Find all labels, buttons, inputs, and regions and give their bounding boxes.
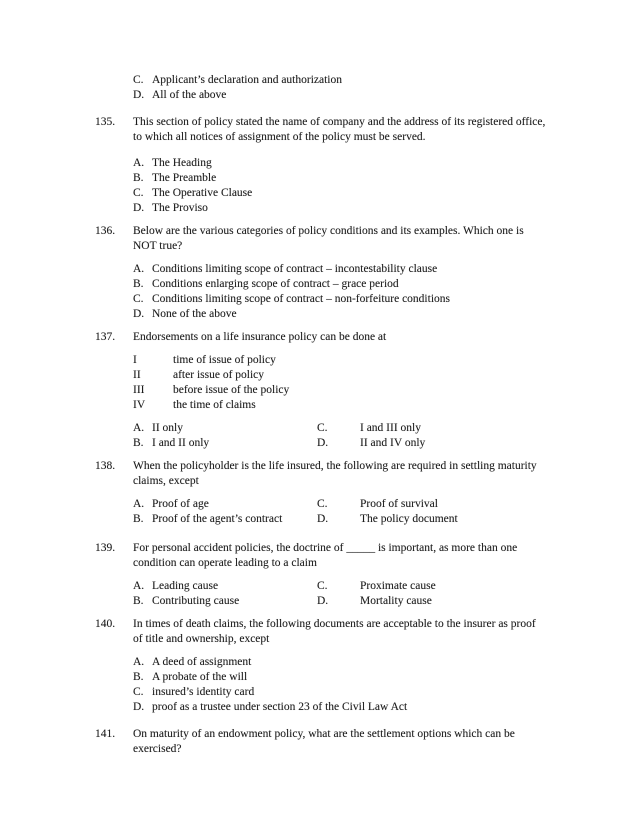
question-text-line: condition can operate leading to a claim xyxy=(133,557,317,569)
option-list xyxy=(133,655,608,715)
option-text: I and II only xyxy=(152,437,210,449)
option-line-left xyxy=(133,594,317,609)
option-letter: D. xyxy=(317,513,329,525)
option-line xyxy=(133,670,608,685)
option-text: Proximate cause xyxy=(360,580,436,592)
option-text: I and III only xyxy=(360,422,421,434)
option-letter: C. xyxy=(317,422,328,434)
option-text: insured’s identity card xyxy=(152,686,255,698)
roman-item-text: the time of claims xyxy=(173,399,256,411)
option-letter: D. xyxy=(133,202,145,214)
option-line-left xyxy=(133,421,317,436)
roman-numeral: II xyxy=(133,369,141,381)
option-text: Conditions enlarging scope of contract – grace period xyxy=(152,278,399,290)
option-line xyxy=(133,307,608,322)
option-line-left xyxy=(133,497,317,512)
roman-list xyxy=(133,353,608,413)
roman-item xyxy=(133,353,608,368)
roman-item xyxy=(133,398,608,413)
option-row xyxy=(133,579,608,594)
option-text: The Proviso xyxy=(152,202,208,214)
option-text: Mortality cause xyxy=(360,595,432,607)
question-text-line: This section of policy stated the name of company and the address of its registered office, xyxy=(133,116,546,128)
option-line-right xyxy=(317,512,608,527)
option-letter: B. xyxy=(133,513,144,525)
option-line xyxy=(133,171,608,186)
carryover-option-list xyxy=(95,73,608,103)
option-letter: D. xyxy=(133,308,145,320)
option-row xyxy=(133,512,608,527)
option-line xyxy=(133,88,608,103)
option-line-right xyxy=(317,497,608,512)
option-letter: A. xyxy=(133,422,145,434)
question-141 xyxy=(95,727,608,757)
option-text: Applicant’s declaration and authorization xyxy=(152,74,343,86)
option-line xyxy=(133,186,608,201)
option-line-left xyxy=(133,436,317,451)
option-letter: B. xyxy=(133,595,144,607)
question-136 xyxy=(95,224,608,322)
question-138 xyxy=(95,459,608,527)
roman-numeral: IV xyxy=(133,399,146,411)
question-text-line: In times of death claims, the following documents are acceptable to the insurer as proof xyxy=(133,618,536,630)
question-140 xyxy=(95,617,608,715)
roman-item-text: before issue of the policy xyxy=(173,384,290,396)
question-text-line: When the policyholder is the life insured, the following are required in settling maturity xyxy=(133,460,537,472)
option-list xyxy=(133,421,608,451)
roman-item xyxy=(133,368,608,383)
option-text: The Heading xyxy=(152,157,212,169)
option-letter: D. xyxy=(133,701,145,713)
roman-item xyxy=(133,383,608,398)
option-letter: C. xyxy=(317,580,328,592)
option-text: All of the above xyxy=(152,89,227,101)
option-letter: A. xyxy=(133,263,145,275)
option-line-left xyxy=(133,579,317,594)
option-list xyxy=(133,156,608,216)
question-number: 138. xyxy=(95,460,116,472)
option-list xyxy=(133,579,608,609)
roman-item-text: time of issue of policy xyxy=(173,354,276,366)
option-line xyxy=(133,277,608,292)
question-text-line: NOT true? xyxy=(133,240,183,252)
option-text: II and IV only xyxy=(360,437,426,449)
question-number: 137. xyxy=(95,331,116,343)
option-text: Contributing cause xyxy=(152,595,240,607)
roman-numeral: I xyxy=(133,354,137,366)
option-line xyxy=(133,73,608,88)
option-letter: A. xyxy=(133,157,145,169)
question-text-line: claims, except xyxy=(133,475,199,487)
option-line xyxy=(133,655,608,670)
question-135 xyxy=(95,115,608,216)
option-line-right xyxy=(317,421,608,436)
option-letter: B. xyxy=(133,437,144,449)
option-text: A deed of assignment xyxy=(152,656,252,668)
question-text-line: For personal accident policies, the doctrine of _____ is important, as more than one xyxy=(133,542,518,554)
question-139 xyxy=(95,541,608,609)
roman-numeral: III xyxy=(133,384,145,396)
option-line xyxy=(133,201,608,216)
option-line-right xyxy=(317,594,608,609)
option-row xyxy=(133,421,608,436)
question-number: 135. xyxy=(95,116,116,128)
option-list xyxy=(133,262,608,322)
question-number: 141. xyxy=(95,728,116,740)
option-row xyxy=(133,436,608,451)
option-letter: B. xyxy=(133,671,144,683)
option-letter: C. xyxy=(317,498,328,510)
question-text-line: Endorsements on a life insurance policy can be done at xyxy=(133,331,387,343)
option-row xyxy=(133,594,608,609)
option-text: The policy document xyxy=(360,513,458,525)
option-text: The Operative Clause xyxy=(152,187,253,199)
option-text: The Preamble xyxy=(152,172,217,184)
option-line xyxy=(133,156,608,171)
option-line xyxy=(133,700,608,715)
option-letter: C. xyxy=(133,293,144,305)
option-letter: A. xyxy=(133,580,145,592)
roman-item-text: after issue of policy xyxy=(173,369,265,381)
option-list xyxy=(133,497,608,527)
option-letter: A. xyxy=(133,498,145,510)
question-number: 139. xyxy=(95,542,116,554)
option-letter: C. xyxy=(133,187,144,199)
option-text: None of the above xyxy=(152,308,237,320)
option-letter: B. xyxy=(133,278,144,290)
option-letter: C. xyxy=(133,686,144,698)
option-text: Leading cause xyxy=(152,580,219,592)
question-number: 140. xyxy=(95,618,116,630)
option-text: Conditions limiting scope of contract – non-forfeiture conditions xyxy=(152,293,450,305)
option-text: Proof of survival xyxy=(360,498,438,510)
question-text-line: exercised? xyxy=(133,743,182,755)
option-text: A probate of the will xyxy=(152,671,248,683)
question-number: 136. xyxy=(95,225,116,237)
question-text-line: to which all notices of assignment of the policy must be served. xyxy=(133,131,426,143)
option-text: Conditions limiting scope of contract – incontestability clause xyxy=(152,263,438,275)
option-line-left xyxy=(133,512,317,527)
question-text-line: of title and ownership, except xyxy=(133,633,270,645)
option-line-right xyxy=(317,579,608,594)
option-text: Proof of the agent’s contract xyxy=(152,513,283,525)
option-text: proof as a trustee under section 23 of the Civil Law Act xyxy=(152,701,408,713)
option-text: II only xyxy=(152,422,183,434)
option-letter: A. xyxy=(133,656,145,668)
option-letter: B. xyxy=(133,172,144,184)
question-137 xyxy=(95,330,608,451)
question-text-line: On maturity of an endowment policy, what are the settlement options which can be xyxy=(133,728,515,740)
question-text-line: Below are the various categories of policy conditions and its examples. Which one is xyxy=(133,225,524,237)
question-number-spacer xyxy=(95,73,133,103)
option-row xyxy=(133,497,608,512)
option-line xyxy=(133,685,608,700)
option-letter: D. xyxy=(317,595,329,607)
option-letter: D. xyxy=(133,89,145,101)
option-letter: C. xyxy=(133,74,144,86)
option-line xyxy=(133,262,608,277)
option-line xyxy=(133,292,608,307)
option-line-right xyxy=(317,436,608,451)
option-text: Proof of age xyxy=(152,498,209,510)
option-letter: D. xyxy=(317,437,329,449)
